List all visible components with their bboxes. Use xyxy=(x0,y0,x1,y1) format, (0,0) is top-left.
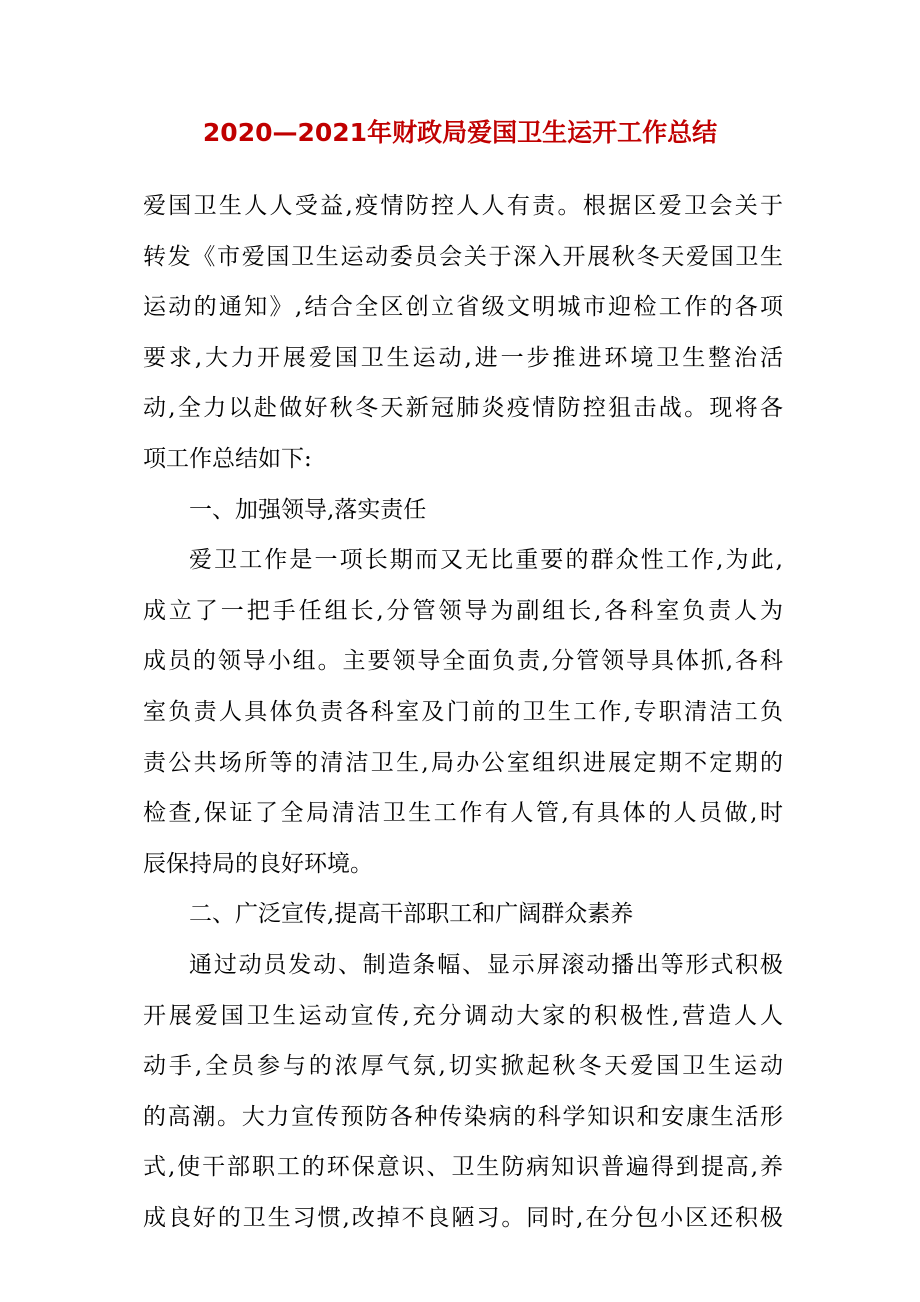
body-line: 成良好的卫生习惯,改掉不良陋习。同时,在分包小区还积极 xyxy=(143,1204,783,1231)
body-line: 爱国卫生人人受益,疫情防控人人有责。根据区爱卫会关于 xyxy=(143,193,783,219)
body-line: 成立了一把手任组长,分管领导为副组长,各科室负责人为 xyxy=(143,597,783,624)
body-line: 式,使干部职工的环保意识、卫生防病知识普遍得到提高,养 xyxy=(143,1154,783,1181)
body-line: 开展爱国卫生运动宣传,充分调动大家的积极性,营造人人 xyxy=(143,1002,783,1029)
section-heading-1: 一、加强领导,落实责任 xyxy=(189,496,427,523)
body-line: 责公共场所等的清洁卫生,局办公室组织进展定期不定期的 xyxy=(143,749,783,776)
body-line: 的高潮。大力宣传预防各种传染病的科学知识和安康生活形 xyxy=(143,1103,783,1130)
body-line: 转发《市爱国卫生运动委员会关于深入开展秋冬天爱国卫生 xyxy=(143,243,783,270)
body-line: 动,全力以赴做好秋冬天新冠肺炎疫情防控狙击战。现将各 xyxy=(143,395,783,422)
body-line: 爱卫工作是一项长期而又无比重要的群众性工作,为此, xyxy=(189,547,783,574)
body-line: 运动的通知》,结合全区创立省级文明城市迎检工作的各项 xyxy=(143,294,783,321)
section-heading-2: 二、广泛宣传,提高干部职工和广阔群众素养 xyxy=(189,901,634,928)
body-line: 辰保持局的良好环境。 xyxy=(143,850,373,877)
body-line: 要求,大力开展爱国卫生运动,进一步推进环境卫生整治活 xyxy=(143,344,783,371)
body-line: 动手,全员参与的浓厚气氛,切实掀起秋冬天爱国卫生运动 xyxy=(143,1053,783,1080)
body-line: 成员的领导小组。主要领导全面负责,分管领导具体抓,各科 xyxy=(143,648,783,675)
body-line: 检查,保证了全局清洁卫生工作有人管,有具体的人员做,时 xyxy=(143,800,783,827)
document-title: 2020—2021年财政局爱国卫生运开工作总结 xyxy=(202,118,718,147)
body-line: 室负责人具体负责各科室及门前的卫生工作,专职清洁工负 xyxy=(143,698,783,725)
body-line: 项工作总结如下: xyxy=(143,445,312,472)
body-line: 通过动员发动、制造条幅、显示屏滚动播出等形式积极 xyxy=(189,951,783,978)
document-body xyxy=(143,181,783,1243)
